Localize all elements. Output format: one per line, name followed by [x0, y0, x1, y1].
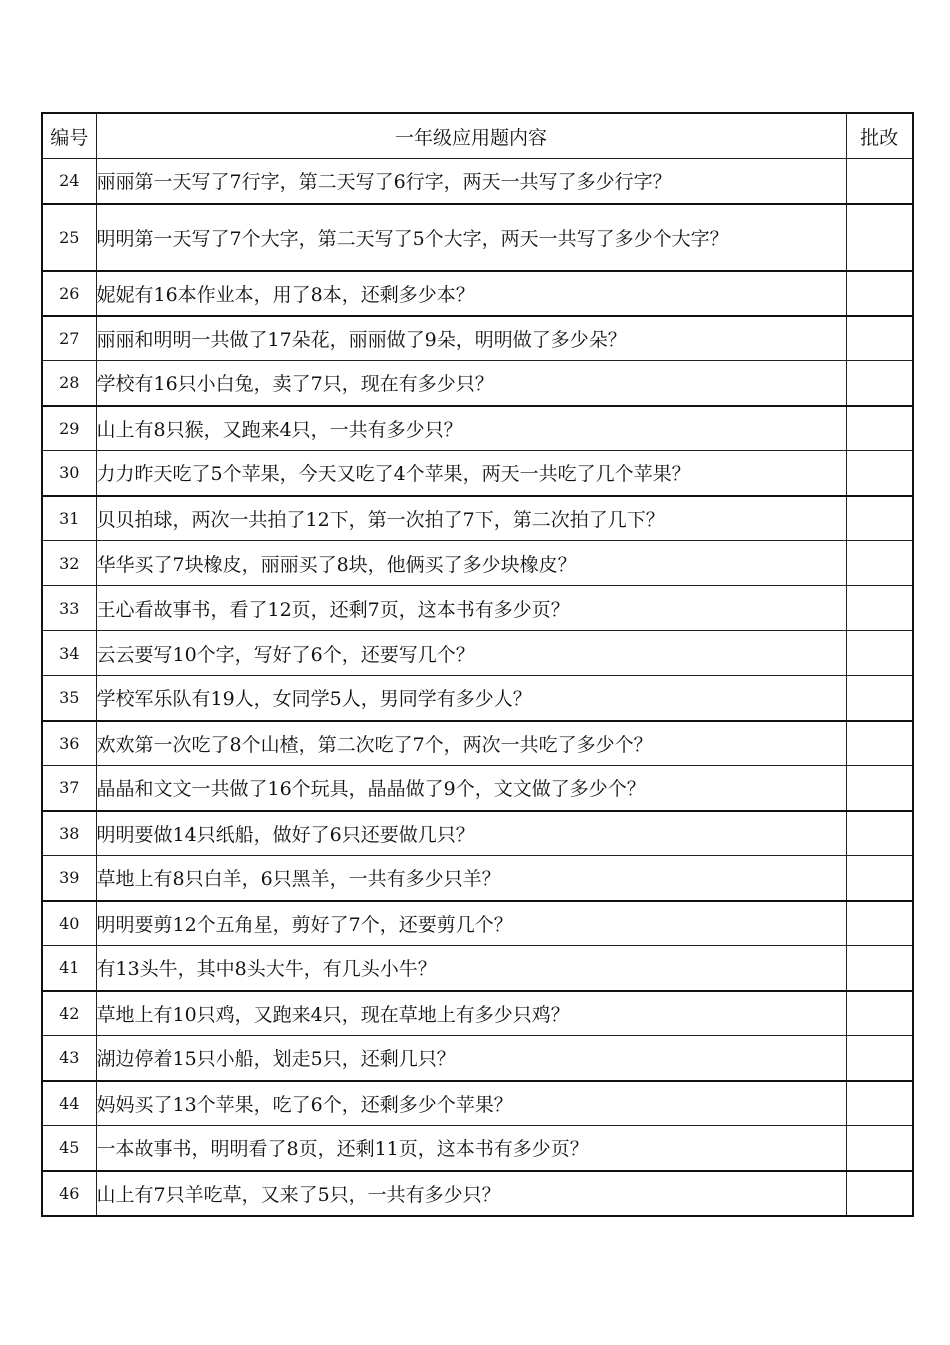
- grading-cell[interactable]: [846, 991, 913, 1036]
- row-number: 39: [42, 856, 96, 901]
- row-number: 38: [42, 811, 96, 856]
- row-number: 32: [42, 541, 96, 586]
- grading-cell[interactable]: [846, 901, 913, 946]
- worksheet-table: [41, 112, 914, 1217]
- table-header-row: [42, 113, 913, 159]
- table-row: [42, 1036, 913, 1081]
- row-number: 41: [42, 946, 96, 991]
- row-number: 40: [42, 901, 96, 946]
- grading-cell[interactable]: [846, 856, 913, 901]
- grading-cell[interactable]: [846, 406, 913, 451]
- row-number: 42: [42, 991, 96, 1036]
- table-row: [42, 811, 913, 856]
- grading-cell[interactable]: [846, 1081, 913, 1126]
- table-row: [42, 541, 913, 586]
- row-number: 36: [42, 721, 96, 766]
- row-number: 30: [42, 451, 96, 496]
- row-number: 37: [42, 766, 96, 811]
- grading-cell[interactable]: [846, 766, 913, 811]
- grading-cell[interactable]: [846, 451, 913, 496]
- grading-cell[interactable]: [846, 1036, 913, 1081]
- table-row: [42, 316, 913, 361]
- table-row: [42, 721, 913, 766]
- problem-text: 贝贝拍球，两次一共拍了12下，第一次拍了7下，第二次拍了几下？: [96, 496, 846, 541]
- row-number: 28: [42, 361, 96, 406]
- grading-cell[interactable]: [846, 271, 913, 316]
- problem-text: 明明要做14只纸船，做好了6只还要做几只？: [96, 811, 846, 856]
- grading-cell[interactable]: [846, 811, 913, 856]
- problem-text: 学校有16只小白兔，卖了7只，现在有多少只？: [96, 361, 846, 406]
- table-row: [42, 856, 913, 901]
- problem-text: 华华买了7块橡皮，丽丽买了8块，他俩买了多少块橡皮？: [96, 541, 846, 586]
- problem-text: 力力昨天吃了5个苹果，今天又吃了4个苹果，两天一共吃了几个苹果？: [96, 451, 846, 496]
- problem-text: 山上有7只羊吃草，又来了5只，一共有多少只？: [96, 1171, 846, 1216]
- table-row: [42, 451, 913, 496]
- row-number: 29: [42, 406, 96, 451]
- problem-text: 有13头牛，其中8头大牛，有几头小牛？: [96, 946, 846, 991]
- problem-text: 云云要写10个字，写好了6个，还要写几个？: [96, 631, 846, 676]
- table-row: [42, 1081, 913, 1126]
- table-row: [42, 586, 913, 631]
- problem-text: 明明第一天写了7个大字，第二天写了5个大字，两天一共写了多少个大字？: [96, 204, 846, 271]
- row-number: 34: [42, 631, 96, 676]
- grading-cell[interactable]: [846, 316, 913, 361]
- row-number: 27: [42, 316, 96, 361]
- problem-text: 一本故事书，明明看了8页，还剩11页，这本书有多少页？: [96, 1126, 846, 1171]
- table-row: [42, 361, 913, 406]
- table-row: [42, 1171, 913, 1216]
- grading-cell[interactable]: [846, 946, 913, 991]
- grading-cell[interactable]: [846, 541, 913, 586]
- problem-text: 欢欢第一次吃了8个山楂，第二次吃了7个，两次一共吃了多少个？: [96, 721, 846, 766]
- grading-cell[interactable]: [846, 159, 913, 204]
- grading-cell[interactable]: [846, 586, 913, 631]
- problem-text: 丽丽第一天写了7行字，第二天写了6行字，两天一共写了多少行字？: [96, 159, 846, 204]
- row-number: 45: [42, 1126, 96, 1171]
- table-row: [42, 901, 913, 946]
- problem-text: 妈妈买了13个苹果，吃了6个，还剩多少个苹果？: [96, 1081, 846, 1126]
- table-row: [42, 946, 913, 991]
- row-number: 46: [42, 1171, 96, 1216]
- problem-text: 草地上有8只白羊，6只黑羊，一共有多少只羊？: [96, 856, 846, 901]
- grading-cell[interactable]: [846, 496, 913, 541]
- row-number: 43: [42, 1036, 96, 1081]
- table-row: [42, 991, 913, 1036]
- row-number: 33: [42, 586, 96, 631]
- problem-text: 学校军乐队有19人，女同学5人，男同学有多少人？: [96, 676, 846, 721]
- problem-text: 草地上有10只鸡，又跑来4只，现在草地上有多少只鸡？: [96, 991, 846, 1036]
- grading-cell[interactable]: [846, 204, 913, 271]
- table-row: [42, 676, 913, 721]
- problem-text: 丽丽和明明一共做了17朵花，丽丽做了9朵，明明做了多少朵？: [96, 316, 846, 361]
- row-number: 31: [42, 496, 96, 541]
- problem-text: 明明要剪12个五角星，剪好了7个，还要剪几个？: [96, 901, 846, 946]
- table-row: [42, 1126, 913, 1171]
- table-row: [42, 406, 913, 451]
- problem-text: 妮妮有16本作业本，用了8本，还剩多少本？: [96, 271, 846, 316]
- table-row: [42, 271, 913, 316]
- row-number: 26: [42, 271, 96, 316]
- grading-cell[interactable]: [846, 676, 913, 721]
- row-number: 44: [42, 1081, 96, 1126]
- row-number: 25: [42, 204, 96, 271]
- row-number: 24: [42, 159, 96, 204]
- problem-text: 晶晶和文文一共做了16个玩具，晶晶做了9个，文文做了多少个？: [96, 766, 846, 811]
- table-row: [42, 204, 913, 271]
- grading-cell[interactable]: [846, 721, 913, 766]
- row-number: 35: [42, 676, 96, 721]
- table-row: [42, 631, 913, 676]
- header-content: 一年级应用题内容: [96, 113, 846, 159]
- problem-text: 山上有8只猴，又跑来4只，一共有多少只？: [96, 406, 846, 451]
- table-row: [42, 766, 913, 811]
- problem-text: 湖边停着15只小船，划走5只，还剩几只？: [96, 1036, 846, 1081]
- grading-cell[interactable]: [846, 1126, 913, 1171]
- header-grading: 批改: [846, 113, 913, 159]
- grading-cell[interactable]: [846, 631, 913, 676]
- table-row: [42, 496, 913, 541]
- header-number: 编号: [42, 113, 96, 159]
- grading-cell[interactable]: [846, 361, 913, 406]
- grading-cell[interactable]: [846, 1171, 913, 1216]
- table-row: [42, 159, 913, 204]
- problem-text: 王心看故事书，看了12页，还剩7页，这本书有多少页？: [96, 586, 846, 631]
